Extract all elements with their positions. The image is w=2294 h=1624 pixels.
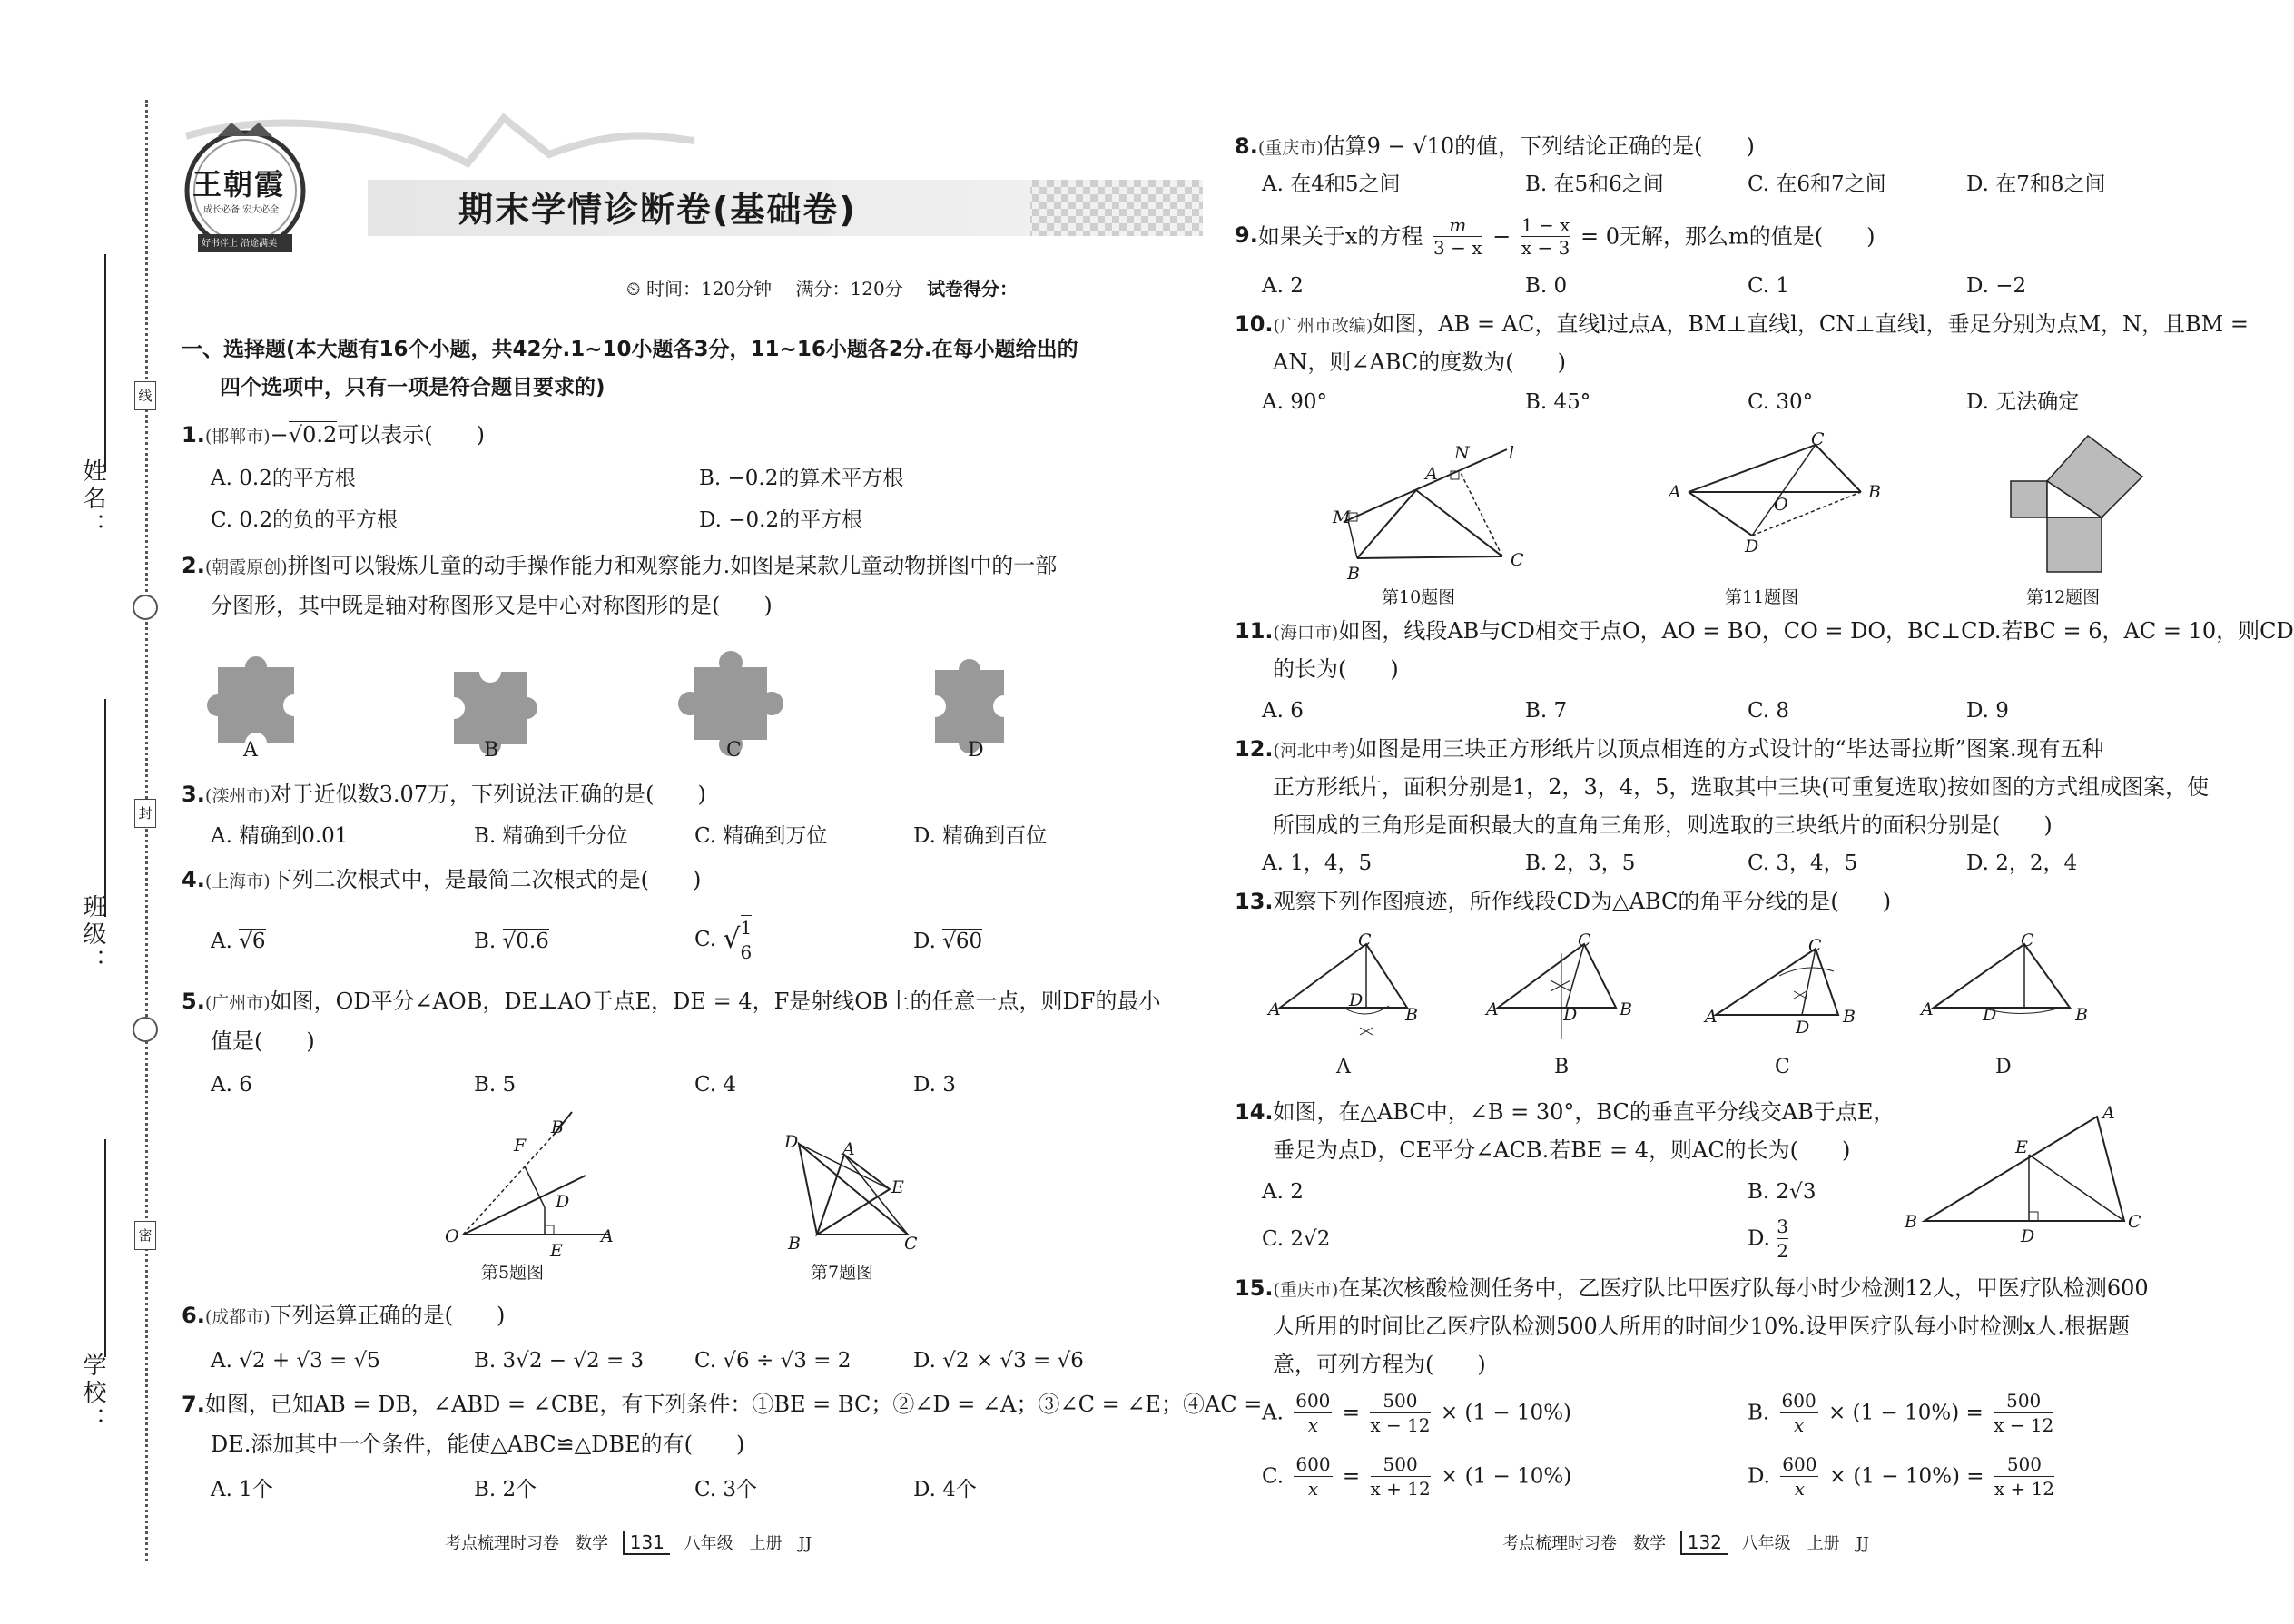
q14-point-a: A [2102,1103,2115,1123]
q3-option-b[interactable]: B. 精确到千分位 [474,824,628,848]
q4-option-c[interactable]: C. √ $\frac{1}{6}$ [694,917,753,963]
q14-point-c: C [2128,1212,2141,1232]
q13-b-point-d: D [1563,1005,1578,1025]
q10-stem: 10.(广州市改编)如图，AB = AC，直线l过点A，BM⊥直线l，CN⊥直线l，垂足分别为点M，N，且BM = [1235,311,2249,337]
q7-option-c[interactable]: C. 3个 [694,1478,758,1501]
binding-hole [133,1017,158,1042]
q1-option-a[interactable]: A. 0.2的平方根 [211,467,356,490]
q13-label-c[interactable]: C [1775,1056,1790,1078]
q1-option-c[interactable]: C. 0.2的负的平方根 [211,508,398,532]
q11-option-b[interactable]: B. 7 [1525,699,1568,723]
q13-fig-a [1280,944,1407,1035]
time-info: 时间：120分钟 [645,278,773,300]
q13-label-d[interactable]: D [1995,1056,2012,1078]
q7-point-b: B [788,1234,801,1254]
q7-stem-cont: DE.添加其中一个条件，能使△ABC≌△DBE的有( ) [211,1432,745,1457]
q13-b-point-b: B [1620,999,1632,1019]
q15-stem-cont2: 意，可列方程为( ) [1273,1352,1486,1377]
q13-stem: 13.观察下列作图痕迹，所作线段CD为△ABC的角平分线的是( ) [1235,889,1892,914]
q4-option-d[interactable]: D. √60 [913,930,983,953]
fig10-point-n: N [1454,443,1470,463]
fig12-caption: 第12题图 [2026,587,2101,607]
q13-b-point-a: A [1486,999,1499,1019]
q10-option-b[interactable]: B. 45° [1525,390,1591,414]
q13-c-point-b: B [1843,1007,1856,1027]
seal-char-line: 线 [134,381,156,410]
q5-option-c[interactable]: C. 4 [694,1073,737,1097]
q4-option-b[interactable]: B. √0.6 [474,930,549,953]
q2-puzzle-figures [209,654,1053,753]
fig11-point-o: O [1774,495,1788,515]
logo-text: 王朝霞 [192,167,286,202]
school-underline [104,1139,106,1357]
fig11-point-a: A [1669,482,1681,502]
q10-stem-cont: AN，则∠ABC的度数为( ) [1273,349,1566,375]
q9-option-b[interactable]: B. 0 [1525,274,1568,298]
q11-option-c[interactable]: C. 8 [1748,699,1790,723]
fig10-point-c: C [1511,550,1524,570]
q3-option-c[interactable]: C. 精确到万位 [694,824,828,848]
q14-point-b: B [1905,1212,1917,1232]
q9-option-d[interactable]: D. −2 [1966,274,2027,298]
q13-a-point-a: A [1268,999,1281,1019]
q2-label-c[interactable]: C [726,739,742,762]
q5-option-b[interactable]: B. 5 [474,1073,517,1097]
q7-point-e: E [891,1177,904,1197]
page-number-right: 132 [1680,1531,1728,1555]
q15-stem-cont: 人所用的时间比乙医疗队检测500人所用的时间少10%.设甲医疗队每小时检测x人.根据题 [1273,1314,2130,1339]
q6-stem: 6.(成都市)下列运算正确的是( ) [182,1303,506,1328]
q9-stem: 9.如果关于x的方程 $\frac{m}{3 - x}$ − $\frac{1 - x}{x - 3}$ = 0无解，那么m的值是( ) [1235,214,1876,259]
q3-option-d[interactable]: D. 精确到百位 [913,824,1048,848]
q12-option-c[interactable]: C. 3，4，5 [1748,851,1858,875]
q5-point-f: F [514,1136,527,1156]
fig10-point-b: B [1347,564,1360,584]
q14-option-c[interactable]: C. 2√2 [1262,1227,1331,1251]
fig10-caption: 第10题图 [1382,587,1456,607]
q7-point-d: D [784,1132,799,1152]
q14-point-e: E [2015,1137,2028,1157]
q13-c-point-d: D [1796,1018,1810,1038]
clock-icon: ⏲ [626,278,641,300]
exam-info [626,274,1018,300]
q6-option-b[interactable]: B. 3√2 − √2 = 3 [474,1349,645,1373]
q4-stem: 4.(上海市)下列二次根式中，是最简二次根式的是( ) [182,867,702,892]
q12-stem: 12.(河北中考)如图是用三块正方形纸片以顶点相连的方式设计的“毕达哥拉斯”图案.现有五种 [1235,736,2104,762]
q3-option-a[interactable]: A. 精确到0.01 [211,824,349,848]
q13-fig-b [1498,944,1616,1039]
q13-d-point-c: C [2021,930,2034,950]
score-label: 试卷得分： [927,278,1019,300]
fig10-point-m: M [1333,507,1351,527]
q15-option-b[interactable]: B. $\frac{600}{x}$ × (1 − 10%) = $\frac{500}{x - 12}$ [1748,1390,2054,1436]
q2-label-b[interactable]: B [484,739,499,762]
q1-stem: 1.(邯郸市)−√0.2可以表示( ) [182,422,485,448]
q6-option-c[interactable]: C. √6 ÷ √3 = 2 [694,1349,852,1373]
fig11-point-d: D [1745,536,1759,556]
q13-a-point-c: C [1358,930,1372,950]
logo-motto: 成长必备 宏大必全 [203,205,280,215]
q15-option-a[interactable]: A. $\frac{600}{x}$ = $\frac{500}{x - 12}$ × (1 − 10%) [1262,1390,1572,1436]
q13-b-point-c: C [1578,930,1591,950]
q2-stem-cont: 分图形，其中既是轴对称图形又是中心对称图形的是( ) [211,593,773,618]
q1-option-d[interactable]: D. −0.2的平方根 [699,508,863,532]
q7-point-c: C [904,1234,918,1254]
seal-char-seal: 封 [134,799,156,828]
q2-label-d[interactable]: D [968,739,984,762]
fig10-point-a: A [1425,464,1438,484]
q13-a-point-d: D [1349,990,1364,1010]
q8-option-b[interactable]: B. 在5和6之间 [1525,172,1664,196]
page-title: 期末学情诊断卷(基础卷) [458,190,857,230]
page-number-left: 131 [623,1531,670,1555]
q13-d-point-d: D [1983,1005,1997,1025]
q5-point-b: B [551,1117,564,1137]
q5-option-d[interactable]: D. 3 [913,1073,956,1097]
binding-dotted-line [145,100,148,1561]
q5-stem-cont: 值是( ) [211,1029,315,1054]
seal-char-secret: 密 [134,1221,156,1250]
name-underline [104,254,106,472]
q8-option-c[interactable]: C. 在6和7之间 [1748,172,1886,196]
footer-right: 考点梳理时习卷 数学 132 八年级 上册 JJ [1502,1531,1870,1553]
q4-option-a[interactable]: A. √6 [211,930,266,953]
q13-label-a[interactable]: A [1336,1056,1351,1078]
q12-option-a[interactable]: A. 1，4，5 [1262,851,1373,875]
fig11-point-c: C [1811,429,1825,449]
q5-caption: 第5题图 [481,1263,545,1283]
q7-option-d[interactable]: D. 4个 [913,1478,977,1501]
q11-option-a[interactable]: A. 6 [1262,699,1304,723]
binding-hole [133,595,158,620]
q5-option-a[interactable]: A. 6 [211,1073,252,1097]
q13-d-point-a: A [1921,999,1934,1019]
q5-point-a: A [601,1226,614,1246]
q15-option-c[interactable]: C. $\frac{600}{x}$ = $\frac{500}{x + 12}$ × (1 − 10%) [1262,1453,1572,1500]
fig11-caption: 第11题图 [1725,587,1799,607]
q8-option-d[interactable]: D. 在7和8之间 [1966,172,2106,196]
q11-stem: 11.(海口市)如图，线段AB与CD相交于点O，AO = BO，CO = DO，BC⊥CD.若BC = 6，AC = 10，则CD [1235,618,2294,644]
puzzle-piece-a [207,656,294,743]
q5-point-o: O [445,1226,459,1246]
q7-caption: 第7题图 [811,1263,874,1283]
q14-option-a[interactable]: A. 2 [1262,1180,1304,1204]
logo-motto-ribbon: 好书伴上 沿途满美 [202,239,278,249]
q14-stem-cont: 垂足为点D，CE平分∠ACB.若BE = 4，则AC的长为( ) [1273,1137,1851,1163]
q5-stem: 5.(广州市)如图，OD平分∠AOB，DE⊥AO于点E，DE = 4，F是射线OB上的任意一点，则DF的最小 [182,989,1161,1014]
q13-figures [1271,935,2224,1044]
q9-option-a[interactable]: A. 2 [1262,274,1304,298]
q14-option-b[interactable]: B. 2√3 [1748,1180,1816,1204]
q12-option-b[interactable]: B. 2，3，5 [1525,851,1636,875]
q10-option-c[interactable]: C. 30° [1748,390,1814,414]
q6-option-a[interactable]: A. √2 + √3 = √5 [211,1349,380,1373]
q13-a-point-b: B [1405,1005,1418,1025]
name-label: 姓名： [79,458,106,540]
q14-stem: 14.如图，在△ABC中，∠B = 30°，BC的垂直平分线交AB于点E， [1235,1099,1895,1125]
q6-option-d[interactable]: D. √2 × √3 = √6 [913,1349,1084,1373]
q12-stem-cont: 正方形纸片，面积分别是1，2，3，4，5，选取其中三块(可重复选取)按如图的方式组成图案，使 [1273,774,2210,800]
q13-c-point-a: A [1705,1007,1718,1027]
q2-label-a[interactable]: A [243,739,258,762]
q7-stem: 7.如图，已知AB = DB，∠ABD = ∠CBE，有下列条件：①BE = BC；②∠D = ∠A；③∠C = ∠E；④AC = [182,1392,1263,1417]
fig10 [1325,440,1525,576]
q5-point-e: E [550,1241,563,1261]
class-underline [104,699,106,917]
q13-fig-d [1934,944,2070,1014]
q7-option-b[interactable]: B. 2个 [474,1478,537,1501]
q13-c-point-c: C [1808,936,1822,956]
q7-option-a[interactable]: A. 1个 [211,1478,273,1501]
q12-option-d[interactable]: D. 2，2，4 [1966,851,2078,875]
fig11-point-b: B [1868,482,1881,502]
q15-stem: 15.(重庆市)在某次核酸检测任务中，乙医疗队比甲医疗队每小时少检测12人，甲医疗队检测600 [1235,1275,2149,1301]
q2-stem: 2.(朝霞原创)拼图可以锻炼儿童的动手操作能力和观察能力.如图是某款儿童动物拼图中的一部 [182,553,1058,578]
q1-option-b[interactable]: B. −0.2的算术平方根 [699,467,904,490]
q3-stem: 3.(滦州市)对于近似数3.07万，下列说法正确的是( ) [182,782,706,807]
q14-point-d: D [2021,1226,2035,1246]
q11-stem-cont: 的长为( ) [1273,656,1399,682]
class-label: 班级： [79,894,106,976]
q11-option-d[interactable]: D. 9 [1966,699,2009,723]
q10-option-a[interactable]: A. 90° [1262,390,1327,414]
section-heading-cont: 四个选项中，只有一项是符合题目要求的) [220,376,605,399]
q12-stem-cont2: 所围成的三角形是面积最大的直角三角形，则选取的三块纸片的面积分别是( ) [1273,812,2053,838]
q8-option-a[interactable]: A. 在4和5之间 [1262,172,1401,196]
q10-option-d[interactable]: D. 无法确定 [1966,390,2080,414]
full-marks: 满分：120分 [795,278,903,300]
q14-figure [1915,1107,2151,1244]
fig12 [1997,427,2151,581]
footer-left: 考点梳理时习卷 数学 131 八年级 上册 JJ [445,1531,812,1553]
q15-option-d[interactable]: D. $\frac{600}{x}$ × (1 − 10%) = $\frac{500}{x + 12}$ [1748,1453,2055,1500]
q8-stem: 8.(重庆市)估算9 − √10的值，下列结论正确的是( ) [1235,133,1755,159]
q13-fig-c [1716,949,1838,1015]
q13-d-point-b: B [2075,1005,2088,1025]
q14-option-d[interactable]: D. $\frac{3}{2}$ [1748,1216,1788,1262]
school-label: 学校： [79,1353,106,1434]
section-heading: 一、选择题(本大题有16个小题，共42分.1~10小题各3分，11~16小题各2分.在每小题给出的 [182,338,1078,361]
fig10-line-l: l [1509,443,1515,463]
q13-label-b[interactable]: B [1554,1056,1570,1078]
q9-option-c[interactable]: C. 1 [1748,274,1790,298]
q7-point-a: A [842,1139,855,1159]
q5-point-d: D [556,1192,570,1212]
